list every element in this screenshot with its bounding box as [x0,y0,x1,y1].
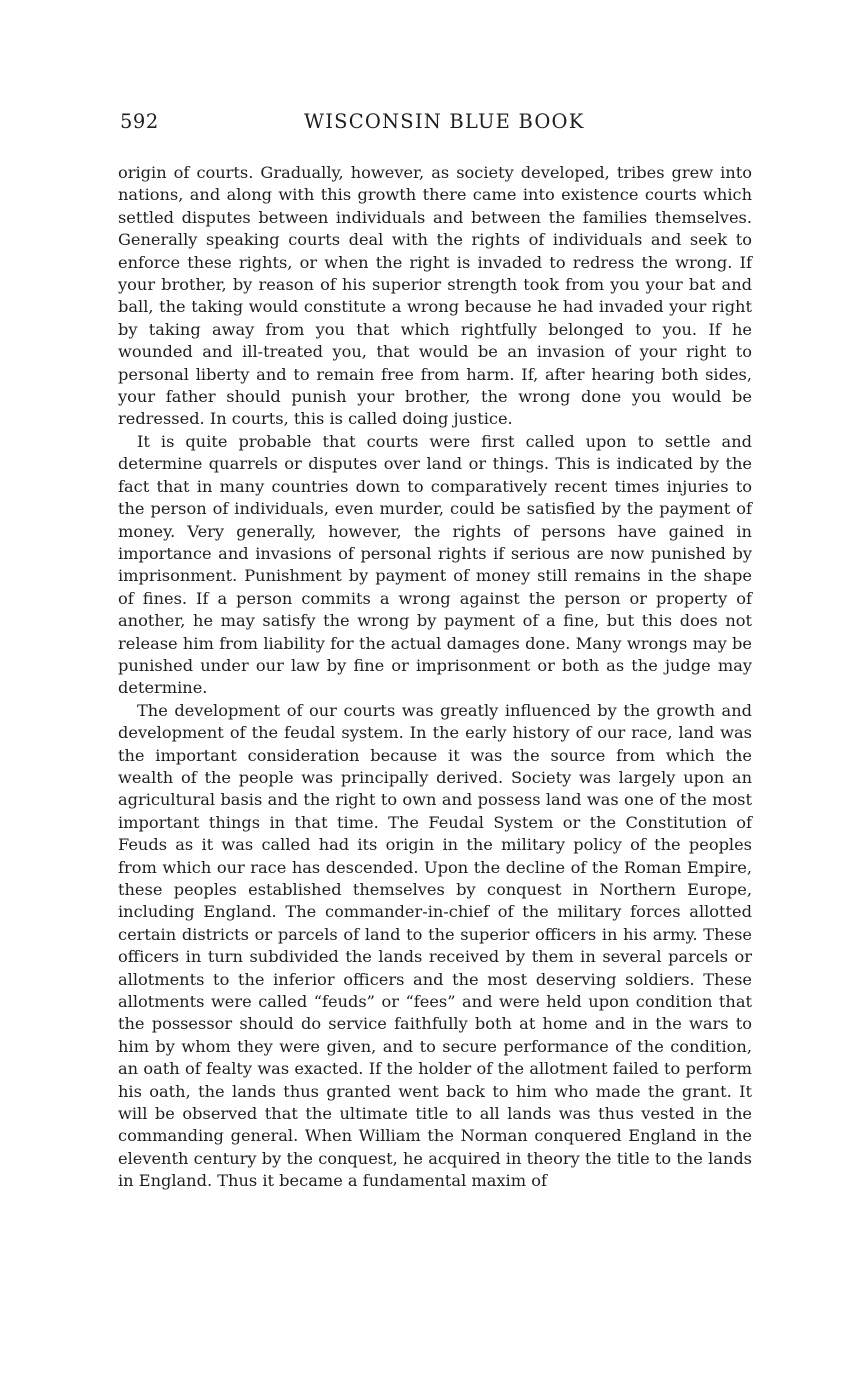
document-page [118,108,752,1193]
running-header [118,108,752,138]
paragraph-quarrels-over-land: It is quite probable that courts were first called upon to settle and determine quarrels or disputes over land or things. This is indicated by the fact that in many countries down to comparatively recent times injuries to the person of individuals, even murder, could be satisfied by the payment of money. Very generally, however, the rights of persons have gained in importance and invasions of personal rights if serious are now punished by imprisonment. Punishment by payment of money still remains in the shape of fines. If a person commits a wrong against the person or property of another, he may satisfy the wrong by payment of a fine, but this does not release him from liability for the actual damages done. Many wrongs may be punished under our law by fine or imprisonment or both as the judge may determine. [118,431,752,698]
paragraph-feudal-system: The development of our courts was greatly influenced by the growth and development of the feudal system. In the early history of our race, land was the important consideration because it was the source from which the wealth of the people was principally derived. Society was largely upon an agricultural basis and the right to own and possess land was one of the most important things in that time. The Feudal System or the Constitution of Feuds as it was called had its origin in the military policy of the peoples from which our race has descended. Upon the decline of the Roman Empire, these peoples established themselves by conquest in Northern Europe, including England. The commander-in-chief of the military forces allotted certain districts or parcels of land to the superior officers in his army. These officers in turn subdivided the lands received by them in several parcels or allotments to the inferior officers and the most deserving soldiers. These allotments were called “feuds” or “fees” and were held upon condition that the possessor should do service faithfully both at home and in the wars to him by whom they were given, and to secure performance of the condition, an oath of fealty was exacted. If the holder of the allotment failed to perform his oath, the lands thus granted went back to him who made the grant. It will be observed that the ultimate title to all lands was thus vested in the commanding general. When William the Norman conquered England in the eleventh century by the conquest, he acquired in theory the title to the lands in England. Thus it became a fundamental maxim of [118,700,752,1191]
body-text [118,162,752,1193]
page-number: 592 [120,110,159,133]
running-title: WISCONSIN BLUE BOOK [304,110,585,133]
paragraph-origin-of-courts: origin of courts. Gradually, however, as society developed, tribes grew into nations, and along with this growth there came into existence courts which settled disputes between individuals and between the families themselves. Generally speaking courts deal with the rights of individuals and seek to enforce these rights, or when the right is invaded to redress the wrong. If your brother, by reason of his superior strength took from you your bat and ball, the taking would constitute a wrong because he had invaded your right by taking away from you that which rightfully belonged to you. If he wounded and ill-treated you, that would be an invasion of your right to personal liberty and to remain free from harm. If, after hearing both sides, your father should punish your brother, the wrong done you would be redressed. In courts, this is called doing justice. [118,163,752,429]
